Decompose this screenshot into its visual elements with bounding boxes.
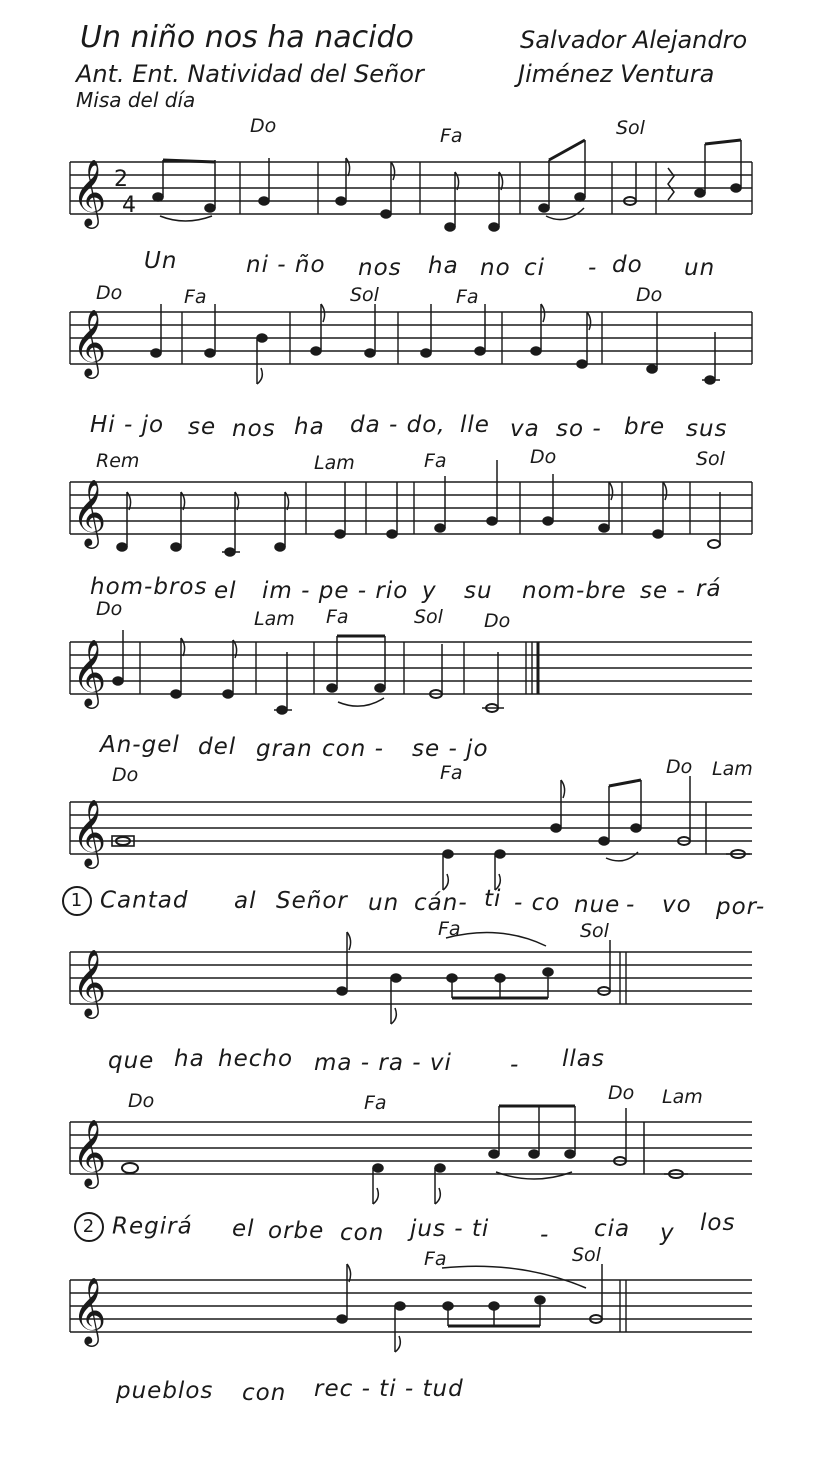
lyric: sus <box>686 416 728 442</box>
notes <box>122 1106 688 1204</box>
staff-lines <box>70 482 752 534</box>
lyric: con <box>340 1220 385 1246</box>
chord: Sol <box>350 284 379 306</box>
lyric: un <box>684 255 716 281</box>
chord: Fa <box>364 1092 387 1114</box>
lyric: no <box>480 255 511 281</box>
lyric: hom-bros <box>90 574 208 600</box>
chord: Sol <box>572 1244 601 1266</box>
chord: Do <box>128 1090 155 1112</box>
staff-system-1 <box>0 150 816 240</box>
lyric: pueblos <box>116 1378 214 1404</box>
staff-system-4 <box>0 630 816 730</box>
notes <box>151 304 720 384</box>
lyric: con <box>242 1380 287 1406</box>
chord: Lam <box>254 608 295 630</box>
lyric: ti <box>484 886 502 912</box>
lyric: y <box>422 578 437 604</box>
lyric: va <box>510 416 540 442</box>
lyric: cán- <box>414 890 468 916</box>
staff-system-5 <box>0 790 816 890</box>
staff-lines <box>70 162 752 214</box>
lyric: Hi - jo <box>90 412 165 438</box>
verse-line <box>74 1212 193 1242</box>
chord: Do <box>96 282 123 304</box>
lyric: rá <box>696 576 722 602</box>
lyric: el <box>214 578 237 604</box>
treble-clef-icon: 𝄞 <box>72 798 107 866</box>
lyric: el <box>232 1216 255 1242</box>
notes <box>112 776 750 890</box>
chord: Do <box>608 1082 635 1104</box>
chord: Fa <box>440 762 463 784</box>
lyric: Cantad <box>100 887 189 914</box>
chord: Sol <box>616 117 645 139</box>
lyric: An-gel <box>100 732 180 758</box>
lyric: los <box>700 1210 736 1236</box>
chord: Sol <box>414 606 443 628</box>
chord: Sol <box>580 920 609 942</box>
composer-line-2: Jiménez Ventura <box>518 60 715 88</box>
notes <box>153 140 741 231</box>
chord: Fa <box>184 286 207 308</box>
treble-clef-icon: 𝄞 <box>72 158 107 226</box>
lyric: im - pe - rio <box>262 578 409 604</box>
lyric: do <box>612 252 643 278</box>
notes <box>337 1264 602 1352</box>
verse-number-badge: 2 <box>74 1212 104 1242</box>
lyric: nue <box>574 892 621 918</box>
lyric: so - <box>556 416 602 442</box>
treble-clef-icon: 𝄞 <box>72 948 107 1016</box>
chord: Do <box>112 764 139 786</box>
chord: Do <box>484 610 511 632</box>
lyric: ha <box>428 253 459 279</box>
time-signature-bottom: 4 <box>122 193 136 218</box>
lyric: cia <box>594 1216 631 1242</box>
staff-system-8 <box>0 1268 816 1368</box>
lyric: ni - ño <box>246 252 326 278</box>
lyric: su <box>464 578 493 604</box>
verse-line <box>62 886 188 916</box>
time-signature-top: 2 <box>114 167 128 192</box>
chord: Sol <box>696 448 725 470</box>
lyric: un <box>368 890 400 916</box>
lyric: lle <box>460 412 490 438</box>
chord: Fa <box>424 1248 447 1270</box>
treble-clef-icon: 𝄞 <box>72 478 107 546</box>
lyric: - co <box>514 890 561 916</box>
lyric: Regirá <box>112 1213 193 1240</box>
chord: Do <box>530 446 557 468</box>
composer-line-1: Salvador Alejandro <box>520 26 748 54</box>
staff-lines <box>70 1280 752 1332</box>
staff-system-6 <box>0 940 816 1040</box>
staff-lines <box>70 802 752 854</box>
treble-clef-icon: 𝄞 <box>72 1118 107 1186</box>
chord: Fa <box>326 606 349 628</box>
chord: Lam <box>314 452 355 474</box>
lyric: - <box>626 892 636 918</box>
treble-clef-icon: 𝄞 <box>72 308 107 376</box>
lyric: ha <box>294 414 325 440</box>
staff-system-7 <box>0 1110 816 1210</box>
chord: Fa <box>438 918 461 940</box>
lyric: gran <box>256 736 313 762</box>
chord: Fa <box>424 450 447 472</box>
lyric: y <box>660 1220 675 1246</box>
staff-system-3 <box>0 470 816 560</box>
chord: Do <box>250 115 277 137</box>
mass-label: Misa del día <box>76 88 196 112</box>
lyric: - <box>588 255 598 281</box>
lyric: jus - ti <box>410 1216 490 1242</box>
lyric: se - <box>640 578 686 604</box>
lyric: por- <box>716 894 766 920</box>
staff-lines <box>70 952 752 1004</box>
lyric: Señor <box>276 888 348 914</box>
lyric: al <box>234 888 257 914</box>
treble-clef-icon: 𝄞 <box>72 638 107 706</box>
staff-system-2 <box>0 300 816 400</box>
lyric: - <box>510 1052 520 1078</box>
treble-clef-icon: 𝄞 <box>72 1276 107 1344</box>
lyric: Un <box>144 248 178 274</box>
lyric: ha <box>174 1046 205 1072</box>
song-title: Un niño nos ha nacido <box>80 20 414 55</box>
lyric: rec - ti - tud <box>314 1376 464 1402</box>
staff-lines <box>70 1122 752 1174</box>
antiphon-label: Ant. Ent. Natividad del Señor <box>76 60 424 88</box>
lyric: nos <box>232 416 276 442</box>
lyric: se - jo <box>412 736 489 762</box>
lyric: que <box>108 1048 155 1074</box>
chord: Do <box>96 598 123 620</box>
chord: Fa <box>440 125 463 147</box>
lyric: ma - ra - vi <box>314 1050 452 1076</box>
chord: Rem <box>96 450 140 472</box>
chord: Fa <box>456 286 479 308</box>
lyric: hecho <box>218 1046 294 1072</box>
lyric: vo <box>662 892 692 918</box>
lyric: bre <box>624 414 666 440</box>
lyric: nom-bre <box>522 578 627 604</box>
lyric: se <box>188 414 217 440</box>
lyric: llas <box>562 1046 605 1072</box>
lyric: del <box>198 734 237 760</box>
chord: Lam <box>662 1086 703 1108</box>
staff-lines <box>70 642 752 694</box>
lyric: con - <box>322 736 384 762</box>
staff-lines <box>70 312 752 364</box>
chord: Do <box>666 756 693 778</box>
lyric: - <box>540 1222 550 1248</box>
verse-number-badge: 1 <box>62 886 92 916</box>
lyric: orbe <box>268 1218 325 1244</box>
chord: Do <box>636 284 663 306</box>
lyric: ci <box>524 255 546 281</box>
chord: Lam <box>712 758 753 780</box>
lyric: da - do, <box>350 412 446 438</box>
lyric: nos <box>358 255 402 281</box>
